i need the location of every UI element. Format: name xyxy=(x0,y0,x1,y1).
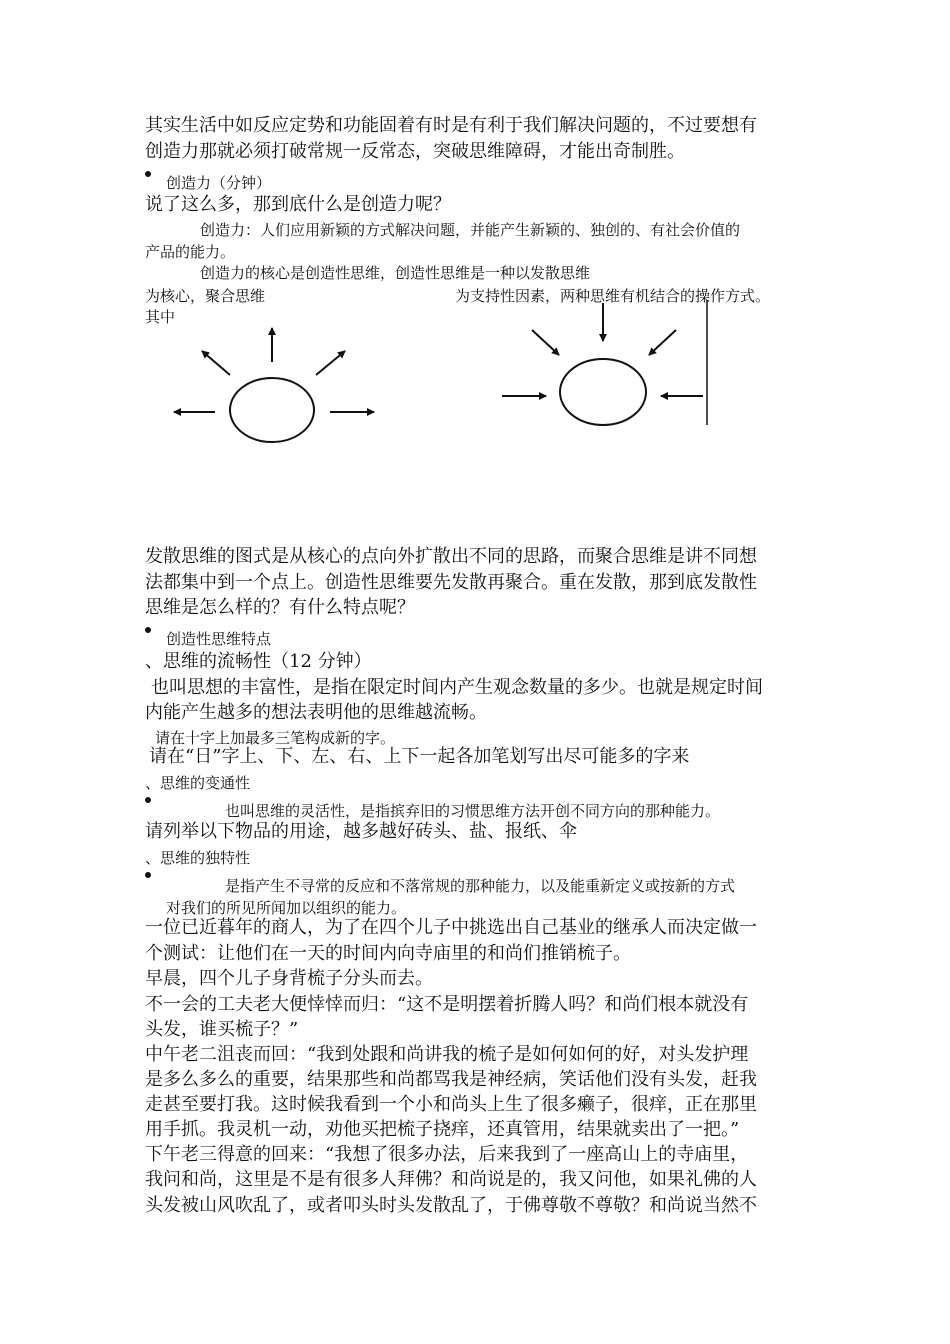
creativity-question: 说了这么多，那到底什么是创造力呢？ xyxy=(145,194,451,215)
intro-line-1: 其实生活中如反应定势和功能固着有时是有利于我们解决问题的，不过要想有 xyxy=(145,115,757,136)
section-heading-creativity: 创造力（分钟） xyxy=(166,174,272,192)
flexibility-title: 、思维的变通性 xyxy=(145,774,251,792)
story-line-9: 用手抓。我灵机一动，劝他买把梳子挠痒，还真管用，结果就卖出了一把。” xyxy=(145,1119,740,1140)
convergent-arrow-down-right xyxy=(532,330,559,355)
bullet-icon xyxy=(145,627,151,633)
story-line-5: 头发，谁买梳子？” xyxy=(145,1019,299,1040)
convergent-thinking-diagram xyxy=(502,300,707,425)
divergent-arrow-up-left xyxy=(202,351,230,375)
divergent-core-circle xyxy=(230,378,314,442)
creativity-core-line-1: 创造力的核心是创造性思维，创造性思维是一种以发散思维 xyxy=(200,264,591,282)
diagram-caption-line-3: 思维是怎么样的？有什么特点呢？ xyxy=(145,597,415,618)
originality-desc-line-1: 是指产生不寻常的反应和不落常规的那种能力，以及能重新定义或按新的方式 xyxy=(225,877,736,895)
story-line-4: 不一会的工夫老大便悻悻而归：“这不是明摆着折腾人吗？和尚们根本就没有 xyxy=(145,994,749,1015)
originality-title: 、思维的独特性 xyxy=(145,849,251,867)
section-heading-features: 创造性思维特点 xyxy=(166,630,272,648)
story-line-6: 中午老二沮丧而回：“我到处跟和尚讲我的梳子是如何如何的好，对头发护理 xyxy=(145,1044,749,1065)
fluency-desc-line-1: 也叫思想的丰富性，是指在限定时间内产生观念数量的多少。也就是规定时间 xyxy=(151,677,763,698)
fluency-desc-line-2: 内能产生越多的想法表明他的思维越流畅。 xyxy=(145,702,487,723)
creativity-definition-line-1: 创造力：人们应用新颖的方式解决问题，并能产生新颖的、独创的、有社会价值的 xyxy=(200,221,741,239)
flexibility-desc: 也叫思维的灵活性，是指摈弃旧的习惯思维方法开创不同方向的那种能力。 xyxy=(225,802,721,820)
story-line-8: 走甚至要打我。这时候我看到一个小和尚头上生了很多癞子，很痒，正在那里 xyxy=(145,1094,757,1115)
creativity-definition-line-2: 产品的能力。 xyxy=(145,243,236,261)
story-line-10: 下午老三得意的回来：“我想了很多办法，后来我到了一座高山上的寺庙里， xyxy=(145,1144,749,1165)
fluency-task-2: 请在“日”字上、下、左、右、上下一起各加笔划写出尽可能多的字来 xyxy=(149,746,690,767)
story-line-3: 早晨，四个儿子身背梳子分头而去。 xyxy=(145,968,433,989)
creativity-core-line-2b: 为支持性因素，两种思维有机结合的操作方式。 xyxy=(455,287,771,305)
creativity-core-line-2a: 为核心，聚合思维 xyxy=(145,287,266,305)
diagram-caption-line-1: 发散思维的图式是从核心的点向外扩散出不同的思路，而聚合思维是讲不同想 xyxy=(145,546,757,567)
bullet-icon xyxy=(145,797,151,803)
convergent-arrow-down-left xyxy=(649,330,676,355)
fluency-task-1: 请在十字上加最多三笔构成新的字。 xyxy=(155,729,396,747)
divergent-thinking-diagram xyxy=(174,328,374,442)
fluency-title: 、思维的流畅性（12 分钟） xyxy=(145,651,372,672)
intro-line-2: 创造力那就必须打破常规一反常态，突破思维障碍，才能出奇制胜。 xyxy=(145,141,685,162)
convergent-core-circle xyxy=(560,359,646,425)
story-line-1: 一位已近暮年的商人，为了在四个儿子中挑选出自己基业的继承人而决定做一 xyxy=(145,917,757,938)
story-line-7: 是多么多么的重要，结果那些和尚都骂我是神经病，笑话他们没有头发，赶我 xyxy=(145,1069,757,1090)
story-line-11: 我问和尚，这里是不是有很多人拜佛？和尚说是的，我又问他，如果礼佛的人 xyxy=(145,1169,757,1190)
story-line-2: 个测试：让他们在一天的时间内向寺庙里的和尚们推销梳子。 xyxy=(145,943,631,964)
bullet-icon xyxy=(145,872,151,878)
flexibility-task: 请列举以下物品的用途，越多越好砖头、盐、报纸、伞 xyxy=(145,821,577,842)
creativity-core-line-3: 其中 xyxy=(145,308,176,326)
story-line-12: 头发被山风吹乱了，或者叩头时头发散乱了，于佛尊敬不尊敬？和尚说当然不 xyxy=(145,1195,757,1216)
divergent-arrow-up-right xyxy=(316,351,345,375)
originality-desc-line-2: 对我们的所见所闻加以组织的能力。 xyxy=(166,899,407,917)
diagram-caption-line-2: 法都集中到一个点上。创造性思维要先发散再聚合。重在发散，那到底发散性 xyxy=(145,572,757,593)
